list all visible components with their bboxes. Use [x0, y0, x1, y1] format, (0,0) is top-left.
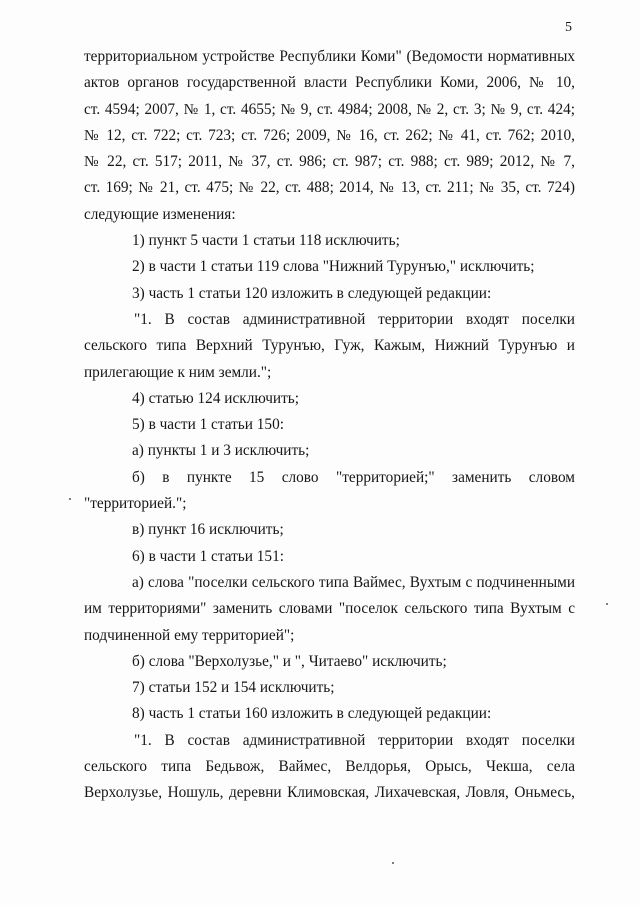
- list-item: а) пункты 1 и 3 исключить;: [132, 442, 310, 460]
- text-line: № 22, ст. 517; 2011, № 37, ст. 986; ст. 987; ст. 988; ст. 989; 2012, № 7,: [84, 153, 575, 171]
- list-item: а) слова "поселки сельского типа Ваймес, Вухтым с подчиненными: [132, 573, 575, 591]
- text-line: территориальном устройстве Республики Коми" (Ведомости нормативных: [84, 48, 575, 65]
- list-item: 1) пункт 5 части 1 статьи 118 исключить;: [132, 232, 400, 250]
- text-line: актов органов государственной власти Республики Коми, 2006, № 10,: [84, 74, 575, 92]
- scan-speck: [606, 603, 608, 605]
- quoted-text-line: сельского типа Бедьвож, Ваймес, Велдорья, Орысь, Чекша, села: [84, 758, 575, 776]
- text-line: следующие изменения:: [84, 205, 236, 223]
- list-item: 3) часть 1 статьи 120 изложить в следующей редакции:: [132, 284, 492, 302]
- quoted-text-line: сельского типа Верхний Турунъю, Гуж, Кажым, Нижний Турунъю и: [84, 337, 575, 355]
- quoted-text-line: "1. В состав административной территории входят поселки: [134, 731, 575, 749]
- list-item: 6) в части 1 статьи 151:: [132, 547, 284, 565]
- scan-speck: [69, 498, 71, 500]
- text-line: подчиненной ему территорией";: [84, 626, 295, 644]
- text-line: "территорией.";: [84, 495, 187, 513]
- list-item: 7) статьи 152 и 154 исключить;: [132, 679, 335, 697]
- text-line: ст. 4594; 2007, № 1, ст. 4655; № 9, ст. 4984; 2008, № 2, ст. 3; № 9, ст. 424;: [84, 100, 575, 118]
- list-item: в) пункт 16 исключить;: [132, 521, 284, 539]
- text-line: им территориями" заменить словами "поселок сельского типа Вухтым с: [84, 600, 575, 618]
- quoted-text-line: прилегающие к ним земли.";: [84, 363, 272, 381]
- scan-speck: [392, 862, 394, 864]
- list-item: 4) статью 124 исключить;: [132, 389, 299, 407]
- quoted-text-line: Верхолузье, Ношуль, деревни Климовская, Лихачевская, Ловля, Оньмесь,: [84, 784, 575, 802]
- list-item: б) слова "Верхолузье," и ", Читаево" исключить;: [132, 652, 447, 670]
- page-number: 5: [565, 20, 572, 35]
- list-item: 5) в части 1 статьи 150:: [132, 416, 284, 434]
- text-line: № 12, ст. 722; ст. 723; ст. 726; 2009, № 16, ст. 262; № 41, ст. 762; 2010,: [84, 126, 575, 144]
- list-item: б) в пункте 15 слово "территорией;" заменить словом: [132, 468, 575, 486]
- list-item: 2) в части 1 статьи 119 слова "Нижний Турунъю," исключить;: [132, 258, 535, 276]
- text-line: ст. 169; № 21, ст. 475; № 22, ст. 488; 2014, № 13, ст. 211; № 35, ст. 724): [84, 179, 575, 197]
- document-body: [84, 44, 575, 807]
- list-item: 8) часть 1 статьи 160 изложить в следующей редакции:: [132, 705, 492, 723]
- quoted-text-line: "1. В состав административной территории входят поселки: [134, 310, 575, 328]
